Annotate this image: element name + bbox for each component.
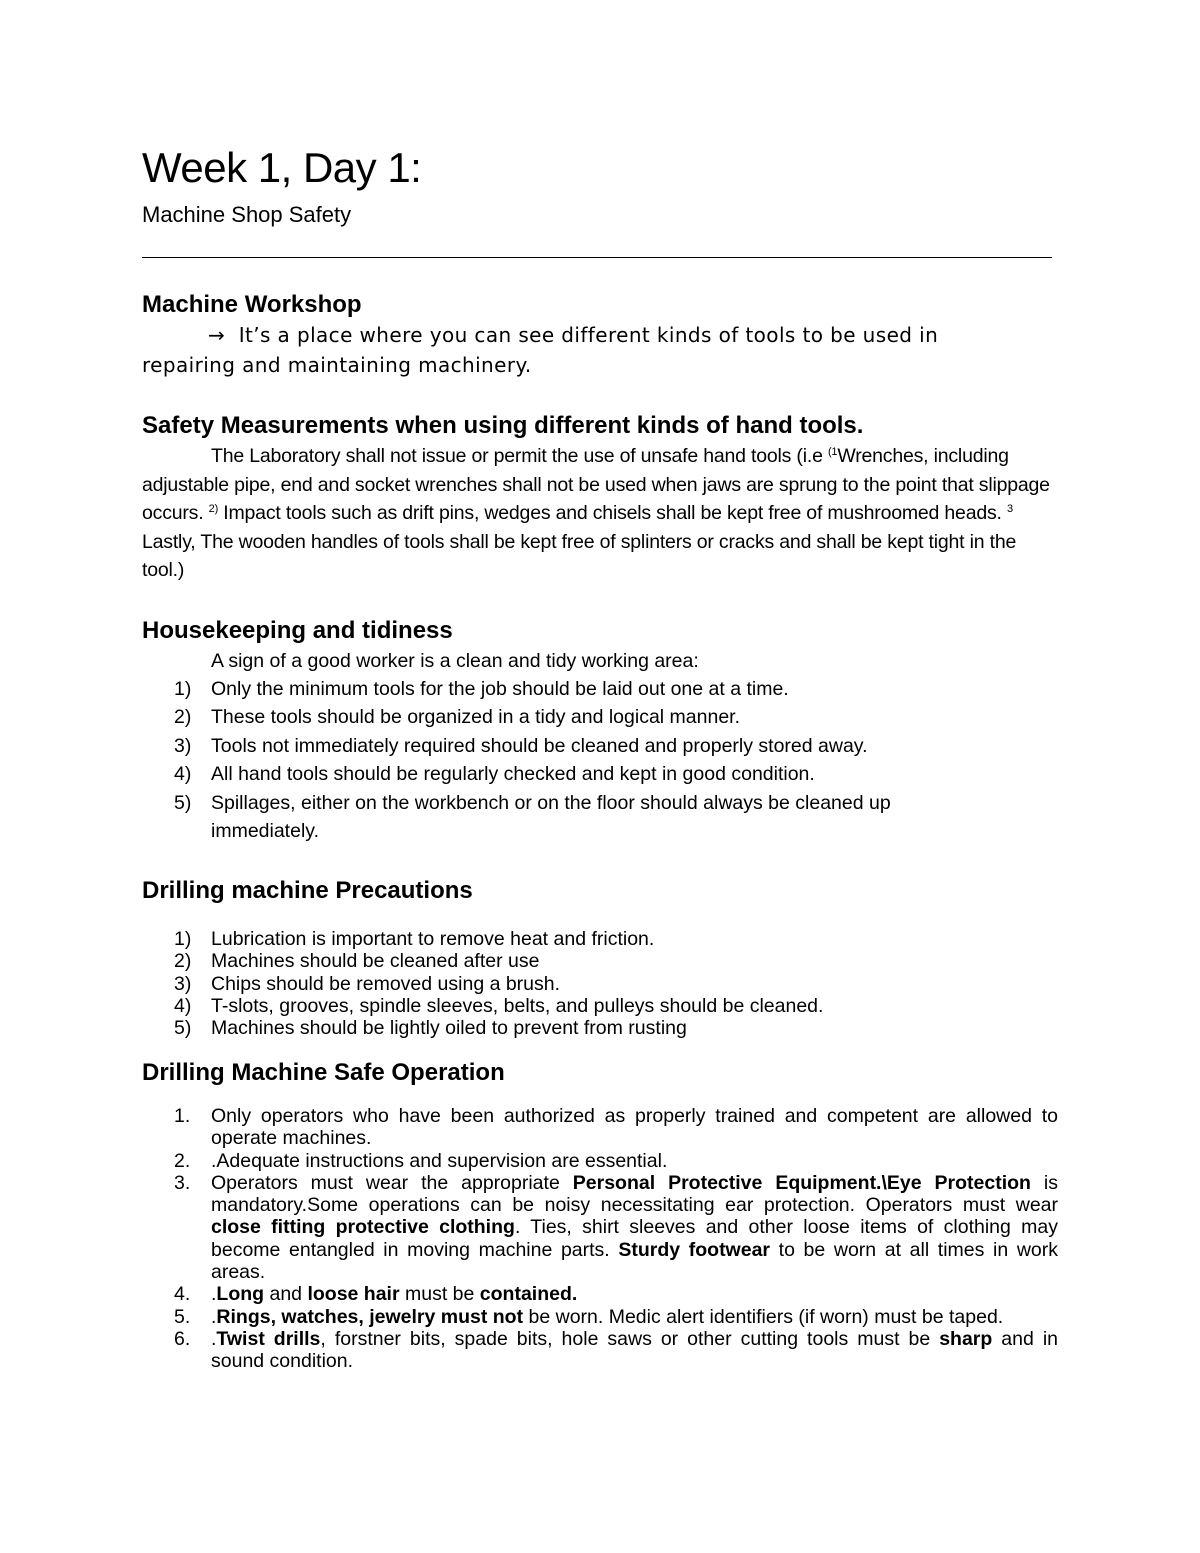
safety-text-2: Wrenches, including adjustable pipe, end and socket wrenches shall not be used when jaws are sprung to the point that slippage occurs. <box>142 445 1050 525</box>
list-number: 1. <box>174 1105 191 1127</box>
list-item <box>142 1150 1058 1172</box>
bold-term: Rings, watches, jewelry must not <box>216 1305 524 1328</box>
workshop-definition <box>142 320 1052 380</box>
safety-text-3: Impact tools such as drift pins, wedges and chisels shall be kept free of mushroomed heads. <box>218 502 1007 525</box>
list-item <box>142 789 1052 846</box>
list-item <box>142 928 1052 950</box>
bold-term: Personal Protective Equipment.\Eye Protection <box>572 1171 1031 1194</box>
housekeeping-intro: A sign of a good worker is a clean and tidy working area: <box>211 650 699 672</box>
heading-safe-operation: Drilling Machine Safe Operation <box>142 1059 505 1086</box>
list-number: 3. <box>174 1171 191 1194</box>
list-number: 5) <box>174 791 192 814</box>
bold-term: Twist drills <box>216 1327 321 1350</box>
list-number: 6. <box>174 1327 191 1350</box>
list-item-text: T-slots, grooves, spindle sleeves, belts, and pulleys should be cleaned. <box>211 994 824 1017</box>
heading-machine-workshop: Machine Workshop <box>142 291 362 318</box>
list-number: 2) <box>174 950 192 973</box>
heading-safety-measurements: Safety Measurements when using different kinds of hand tools. <box>142 412 864 439</box>
list-item-text: Tools not immediately required should be cleaned and properly stored away. <box>211 734 868 757</box>
list-number: 4) <box>174 763 192 786</box>
page-subtitle: Machine Shop Safety <box>142 202 352 227</box>
list-item-text: Chips should be removed using a brush. <box>211 972 561 995</box>
list-item-text: Operators must wear the appropriate <box>211 1171 573 1194</box>
list-item-text: Machines should be cleaned after use <box>211 950 540 973</box>
housekeeping-list <box>142 675 1052 845</box>
list-number: 2. <box>174 1149 191 1172</box>
list-item <box>142 1328 1058 1373</box>
safety-text-4: Lastly, The wooden handles of tools shall be kept free of splinters or cracks and shall be kept tight in the tool.) <box>142 530 1017 582</box>
list-item <box>142 973 1052 995</box>
list-item-text: Spillages, either on the workbench or on the floor should always be cleaned up immediately. <box>211 791 891 843</box>
arrow-icon: → <box>208 323 226 347</box>
list-item <box>142 675 1052 703</box>
list-item-text: to be worn at all times in work areas. <box>211 1238 1059 1284</box>
heading-drilling-precautions: Drilling machine Precautions <box>142 877 473 904</box>
heading-housekeeping: Housekeeping and tidiness <box>142 617 453 644</box>
list-number: 3) <box>174 972 192 995</box>
list-item-text: Machines should be lightly oiled to prevent from rusting <box>211 1017 687 1040</box>
workshop-text-line2: repairing and maintaining machinery. <box>142 353 532 377</box>
list-item-text: . Ties, shirt sleeves and other loose items of clothing may become entangled in moving machine parts. <box>211 1216 1059 1261</box>
workshop-text-line1: It’s a place where you can see different kinds of tools to be used in <box>238 323 939 347</box>
list-item <box>142 703 1052 731</box>
list-item <box>142 1172 1058 1283</box>
list-item <box>142 760 1052 788</box>
list-item-text: . <box>211 1305 217 1328</box>
list-item-text: , forstner bits, spade bits, hole saws or other cutting tools must be <box>320 1327 940 1350</box>
list-number: 4. <box>174 1283 191 1306</box>
safety-paragraph <box>142 442 1052 585</box>
list-item-text: Only operators who have been authorized as properly trained and competent are allowed to operate machines. <box>211 1105 1058 1150</box>
list-item <box>142 1283 1058 1305</box>
list-item <box>142 732 1052 760</box>
list-item <box>142 995 1052 1017</box>
list-item <box>142 1306 1058 1328</box>
list-item-text: . <box>211 1283 217 1306</box>
list-number: 3) <box>174 734 192 757</box>
bold-term: Long <box>216 1283 265 1306</box>
list-item-text: . <box>211 1327 217 1350</box>
divider-line <box>142 257 1052 258</box>
bold-term: Sturdy footwear <box>618 1238 771 1261</box>
document-page <box>142 0 1062 1553</box>
list-number: 1) <box>174 678 192 700</box>
list-item-text: All hand tools should be regularly checked and kept in good condition. <box>211 763 815 786</box>
list-item <box>142 1017 1052 1039</box>
list-number: 2) <box>174 706 192 729</box>
footnote-mark-1: (1 <box>827 446 838 458</box>
list-item-text: .Adequate instructions and supervision are essential. <box>211 1149 668 1172</box>
safe-operation-list <box>142 1105 1058 1373</box>
list-number: 1) <box>174 928 192 950</box>
drilling-precautions-list <box>142 928 1052 1039</box>
bold-term: close fitting protective clothing <box>211 1216 515 1239</box>
list-item-text: Lubrication is important to remove heat and friction. <box>211 928 655 950</box>
list-number: 4) <box>174 994 192 1017</box>
footnote-mark-2: 2) <box>208 503 219 516</box>
bold-term: sharp <box>939 1327 993 1350</box>
list-number: 5. <box>174 1305 191 1328</box>
list-item <box>142 950 1052 972</box>
list-item-text: must be <box>399 1283 480 1306</box>
bold-term: contained. <box>479 1283 578 1306</box>
list-item-text: and <box>264 1283 308 1306</box>
list-item-text: Only the minimum tools for the job should be laid out one at a time. <box>211 678 789 700</box>
list-item-text: be worn. Medic alert identifiers (if worn) must be taped. <box>523 1305 1004 1328</box>
list-item <box>142 1105 1058 1150</box>
page-title: Week 1, Day 1: <box>142 144 422 191</box>
list-item-text: and in sound condition. <box>211 1327 1058 1373</box>
bold-term: loose hair <box>307 1283 400 1306</box>
footnote-mark-3: 3 <box>1006 503 1013 516</box>
list-number: 5) <box>174 1017 192 1040</box>
list-item-text: is mandatory.Some operations can be noisy necessitating ear protection. Operators must wear <box>211 1171 1059 1217</box>
safety-text-1: The Laboratory shall not issue or permit the use of unsafe hand tools (i.e <box>211 445 828 467</box>
list-item-text: These tools should be organized in a tidy and logical manner. <box>211 706 741 729</box>
